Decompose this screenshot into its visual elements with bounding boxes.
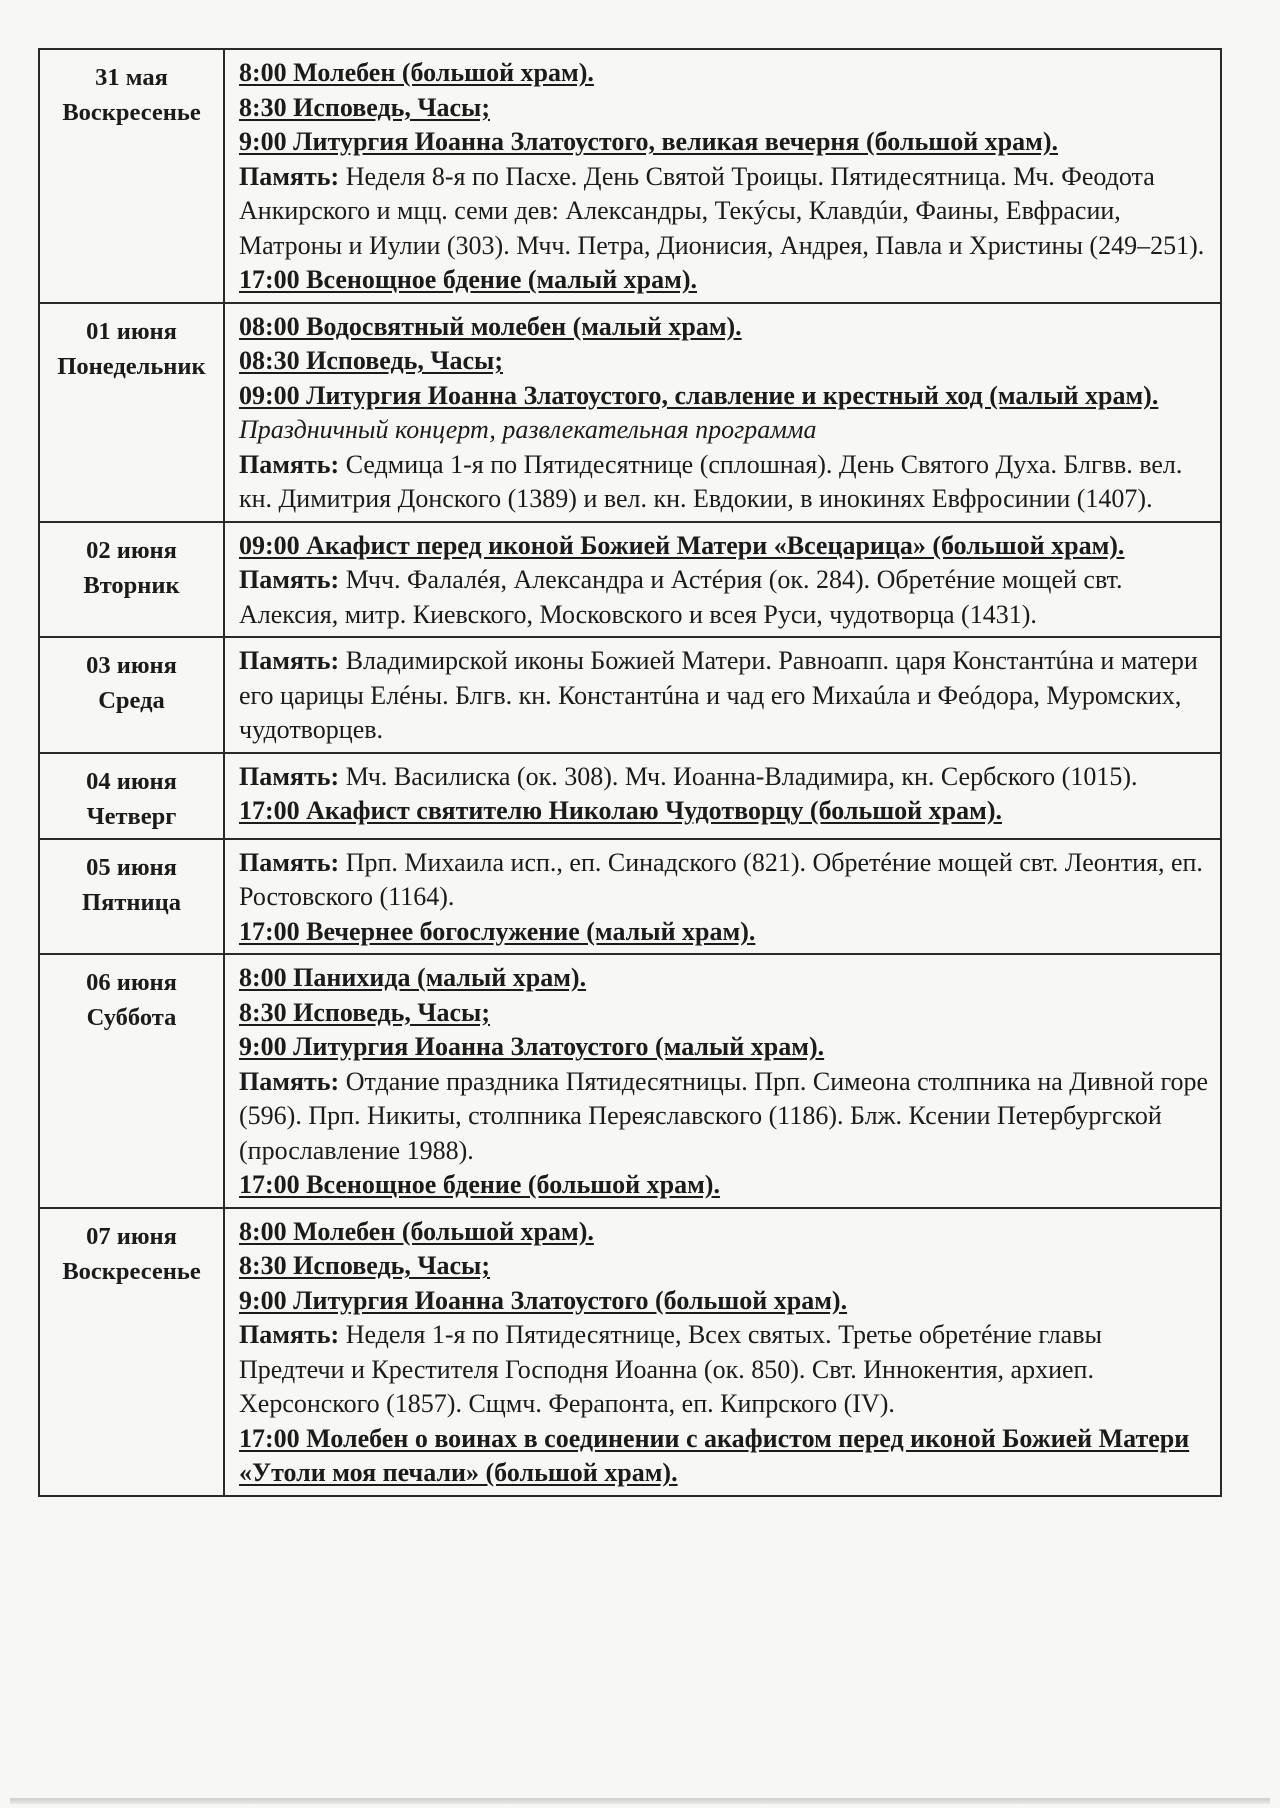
service-entry: 08:30 Исповедь, Часы; <box>239 346 503 375</box>
service-entry: 09:00 Литургия Иоанна Златоустого, славление и крестный ход (малый храм). <box>239 380 1159 410</box>
schedule-row <box>39 1208 1221 1496</box>
schedule-table <box>38 48 1222 1497</box>
memory-text: Прп. Михаила исп., еп. Синадского (821). Обретéние мощей свт. Леонтия, еп. Ростовского (1164). <box>239 847 1203 911</box>
day-weekday: Пятница <box>82 888 181 916</box>
memory-entry <box>239 1065 1210 1169</box>
events-cell <box>224 1208 1221 1496</box>
day-weekday: Среда <box>98 687 165 714</box>
service-entry: 8:30 Исповедь, Часы; <box>239 92 490 122</box>
memory-entry <box>239 563 1210 632</box>
service-entry: 8:00 Молебен (большой храм). <box>239 1216 594 1246</box>
memory-label: Память: <box>239 1320 340 1349</box>
memory-entry <box>239 846 1210 915</box>
memory-entry <box>239 160 1210 264</box>
page-bottom-edge <box>10 1798 1270 1804</box>
day-weekday: Воскресенье <box>62 99 201 126</box>
day-weekday: Понедельник <box>57 352 206 380</box>
day-cell <box>39 954 224 1208</box>
memory-label: Память: <box>239 1066 340 1096</box>
service-entry: 17:00 Молебен о воинах в соединении с акафистом перед иконой Божией Матери «Утоли моя печали» (большой храм). <box>239 1423 1190 1487</box>
memory-text: Владимирской иконы Божией Матери. Равноапп. царя Константúна и матери его царицы Елéны. Блгв. кн. Константúна и чад его Михаúла и Феóдора, Муромских, чудотворцев. <box>239 646 1198 744</box>
memory-text: Неделя 1-я по Пятидесятнице, Всех святых. Третье обретéние главы Предтечи и Крестителя Господня Иоанна (ок. 850). Свт. Иннокентия, архиеп. Херсонского (1857). Сщмч. Ферапонта, еп. Кипрского (IV). <box>239 1320 1102 1418</box>
day-date: 31 мая <box>95 64 168 91</box>
service-entry: 17:00 Акафист святителю Николаю Чудотворцу (большой храм). <box>239 796 1002 825</box>
day-cell <box>39 522 224 638</box>
day-date: 05 июня <box>86 853 177 881</box>
day-cell <box>39 1208 224 1496</box>
day-date: 03 июня <box>86 652 177 679</box>
schedule-row <box>39 839 1221 955</box>
events-cell <box>224 303 1221 522</box>
day-cell <box>39 753 224 839</box>
day-cell <box>39 49 224 303</box>
service-entry: 08:00 Водосвятный молебен (малый храм). <box>239 311 742 341</box>
events-cell <box>224 839 1221 955</box>
day-weekday: Суббота <box>86 1004 177 1031</box>
memory-label: Память: <box>239 161 340 191</box>
memory-label: Память: <box>239 847 340 877</box>
service-entry: 8:30 Исповедь, Часы; <box>239 1251 490 1280</box>
day-cell <box>39 303 224 522</box>
memory-text: Отдание праздника Пятидесятницы. Прп. Симеона столпника на Дивной горе (596). Прп. Никиты, столпника Переяславского (1186). Блж. Ксении Петербургской (прославление 1988). <box>239 1066 1209 1165</box>
service-entry: 9:00 Литургия Иоанна Златоустого, великая вечерня (большой храм). <box>239 127 1059 156</box>
day-date: 06 июня <box>86 969 177 996</box>
memory-label: Память: <box>239 565 340 594</box>
service-entry: 17:00 Всенощное бдение (большой храм). <box>239 1170 720 1199</box>
schedule-row <box>39 637 1221 753</box>
events-cell <box>224 49 1221 303</box>
service-entry: 17:00 Всенощное бдение (малый храм). <box>239 265 698 294</box>
memory-entry <box>239 448 1210 517</box>
memory-text: Седмица 1-я по Пятидесятнице (сплошная). День Святого Духа. Блгвв. вел. кн. Димитрия Донского (1389) и вел. кн. Евдокии, в инокинях Евфросинии (1407). <box>239 449 1183 513</box>
memory-text: Неделя 8-я по Пасхе. День Святой Троицы. Пятидесятница. Мч. Феодота Анкирского и мцц. семи дев: Александры, Текýсы, Клавдúи, Фаины, Евфрасии, Матроны и Иулии (303). Мчч. Петра, Дионисия, Андрея, Павла и Христины (249–251). <box>239 161 1205 260</box>
memory-text: Мчч. Фалалéя, Александра и Астéрия (ок. 284). Обретéние мощей свт. Алексия, митр. Киевского, Московского и всея Руси, чудотворца (1431). <box>239 565 1123 629</box>
service-entry: 9:00 Литургия Иоанна Златоустого (малый храм). <box>239 1032 825 1061</box>
day-date: 01 июня <box>86 317 177 345</box>
memory-label: Память: <box>239 449 340 479</box>
memory-label: Память: <box>239 646 340 675</box>
day-weekday: Четверг <box>86 802 177 830</box>
program-note: Праздничный концерт, развлекательная программа <box>239 415 817 444</box>
memory-label: Память: <box>239 761 340 791</box>
events-cell <box>224 637 1221 753</box>
day-date: 04 июня <box>86 767 177 795</box>
schedule-body <box>39 49 1221 1496</box>
memory-entry <box>239 1318 1210 1422</box>
memory-entry <box>239 644 1210 748</box>
day-cell <box>39 839 224 955</box>
day-cell <box>39 637 224 753</box>
events-cell <box>224 954 1221 1208</box>
schedule-row <box>39 49 1221 303</box>
memory-text: Мч. Василиска (ок. 308). Мч. Иоанна-Владимира, кн. Сербского (1015). <box>339 761 1138 791</box>
events-cell <box>224 522 1221 638</box>
memory-entry <box>239 760 1210 795</box>
service-entry: 8:30 Исповедь, Часы; <box>239 997 490 1027</box>
schedule-row <box>39 303 1221 522</box>
day-weekday: Вторник <box>83 571 180 599</box>
service-entry: 8:00 Панихида (малый храм). <box>239 963 587 992</box>
day-weekday: Воскресенье <box>62 1257 201 1285</box>
schedule-row <box>39 522 1221 638</box>
day-date: 02 июня <box>86 536 177 564</box>
schedule-row <box>39 954 1221 1208</box>
service-entry: 17:00 Вечернее богослужение (малый храм). <box>239 916 756 946</box>
schedule-row <box>39 753 1221 839</box>
service-entry: 8:00 Молебен (большой храм). <box>239 58 594 87</box>
day-date: 07 июня <box>86 1222 177 1250</box>
service-entry: 09:00 Акафист перед иконой Божией Матери «Всецарица» (большой храм). <box>239 530 1125 560</box>
events-cell <box>224 753 1221 839</box>
service-entry: 9:00 Литургия Иоанна Златоустого (большой храм). <box>239 1285 848 1315</box>
